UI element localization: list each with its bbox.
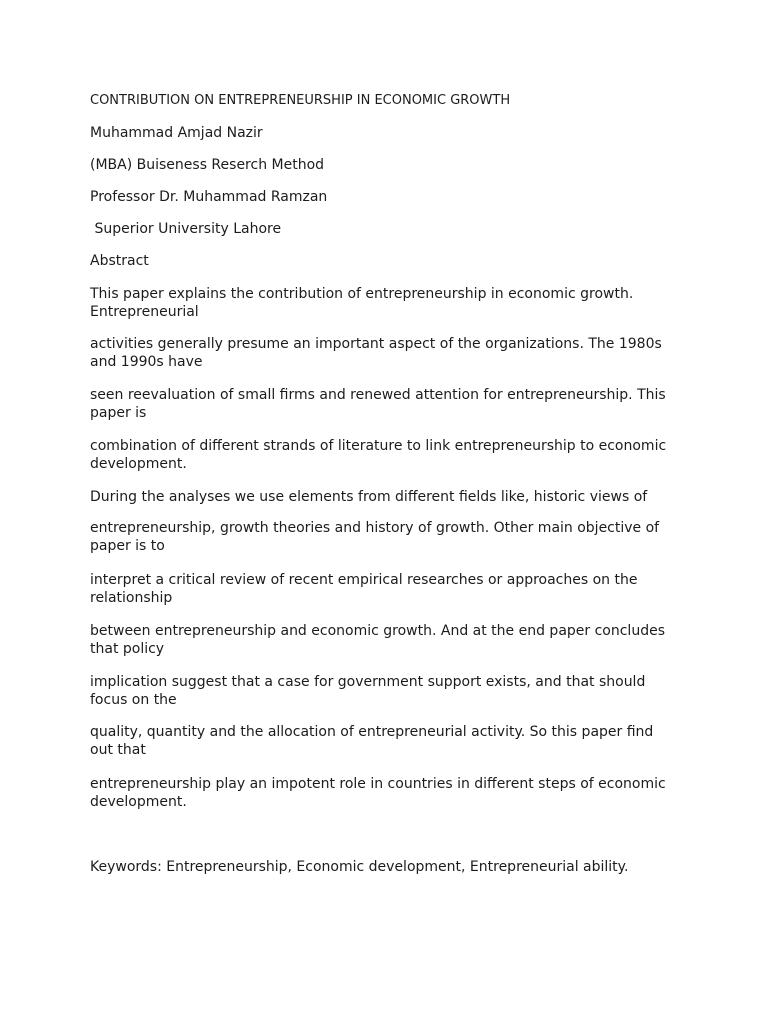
abstract-line: activities generally presume an important aspect of the organizations. The 1980s and 1990s have [90, 336, 662, 370]
abstract-line: This paper explains the contribution of entrepreneurship in economic growth. Entrepreneurial [90, 286, 634, 320]
university-name: Superior University Lahore [90, 221, 282, 237]
abstract-line: entrepreneurship play an impotent role in countries in different steps of economic development. [90, 776, 666, 810]
abstract-line: quality, quantity and the allocation of entrepreneurial activity. So this paper find out that [90, 724, 654, 758]
professor-name: Professor Dr. Muhammad Ramzan [90, 189, 328, 205]
document-title: CONTRIBUTION ON ENTREPRENEURSHIP IN ECONOMIC GROWTH [90, 93, 511, 108]
abstract-line: implication suggest that a case for government support exists, and that should focus on the [90, 674, 646, 708]
abstract-line: entrepreneurship, growth theories and history of growth. Other main objective of paper is to [90, 520, 660, 554]
author-name: Muhammad Amjad Nazir [90, 125, 263, 141]
abstract-line: between entrepreneurship and economic growth. And at the end paper concludes that policy [90, 623, 665, 657]
program-name: (MBA) Buiseness Reserch Method [90, 157, 325, 173]
abstract-line: interpret a critical review of recent empirical researches or approaches on the relationship [90, 572, 638, 606]
keywords: Keywords: Entrepreneurship, Economic development, Entrepreneurial ability. [90, 859, 629, 875]
abstract-heading: Abstract [90, 253, 149, 269]
abstract-line: During the analyses we use elements from different fields like, historic views of [90, 489, 648, 505]
abstract-line: seen reevaluation of small firms and renewed attention for entrepreneurship. This paper is [90, 387, 666, 421]
abstract-line: combination of different strands of literature to link entrepreneurship to economic development. [90, 438, 667, 472]
